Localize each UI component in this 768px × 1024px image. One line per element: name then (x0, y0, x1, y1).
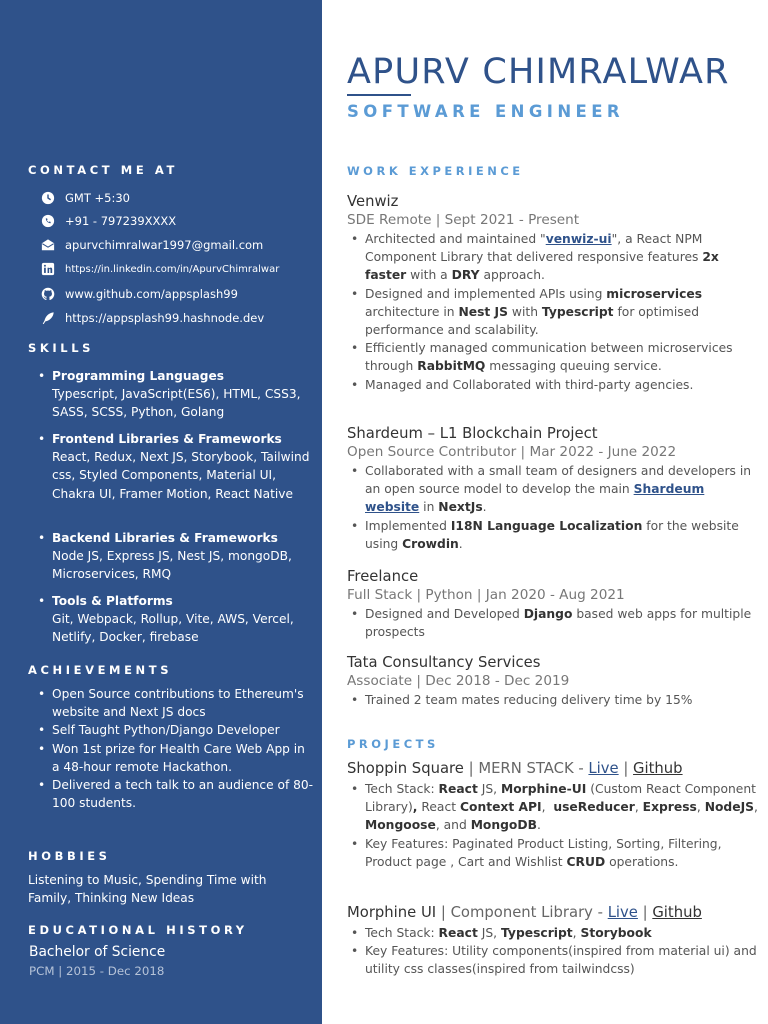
list-item: • Trained 2 team mates reducing delivery time by 15% (351, 693, 693, 707)
job-entry (347, 653, 762, 709)
list-item: • Collaborated with a small team of designers and developers in an open source model to develop the main Shardeum website in NextJs. (351, 464, 752, 515)
skills-section-title: SKILLS (28, 341, 95, 355)
clock-icon (40, 190, 56, 206)
project-bullets (347, 924, 762, 979)
job-subtitle: SDE Remote | Sept 2021 - Present (347, 212, 580, 228)
main-content (322, 0, 768, 1024)
job-bullets (347, 230, 762, 394)
contact-timezone (40, 190, 130, 206)
education-degree: Bachelor of Science (29, 944, 166, 960)
contact-timezone-text: GMT +5:30 (65, 191, 130, 205)
person-name: APURV CHIMRALWAR (347, 52, 730, 92)
job-company: Tata Consultancy Services (347, 654, 541, 671)
job-entry (347, 192, 762, 394)
contact-phone[interactable] (40, 213, 176, 229)
list-item: • Key Features: Utility components(inspired from material ui) and utility css classes(inspired from tailwindcss) (351, 944, 757, 977)
sidebar (0, 0, 322, 1024)
contact-email[interactable] (40, 237, 263, 253)
contact-blog[interactable] (40, 310, 264, 326)
skill-text: React, Redux, Next JS, Storybook, Tailwind css, Styled Components, Material UI, Chakra UI, Framer Motion, React Native (52, 450, 310, 501)
job-bullets (347, 605, 762, 641)
job-company: Venwiz (347, 193, 399, 210)
list-item: • Key Features: Paginated Product Listing, Sorting, Filtering, Product page , Cart and Wishlist CRUD operations. (351, 836, 722, 869)
list-item: • Architected and maintained "venwiz-ui", a React NPM Component Library that delivered responsive features 2x faster with a DRY approach. (351, 232, 719, 283)
list-item: • Implemented I18N Language Localization for the website using Crowdin. (351, 518, 739, 551)
job-company: Shardeum – L1 Blockchain Project (347, 425, 598, 442)
name-underline (347, 94, 411, 96)
job-subtitle: Open Source Contributor | Mar 2022 - June 2022 (347, 444, 677, 460)
inline-link[interactable]: Shardeum website (365, 482, 705, 515)
list-item: • Designed and implemented APIs using microservices architecture in Nest JS with Typescript for optimised performance and scalability. (351, 286, 703, 338)
skill-text: Git, Webpack, Rollup, Vite, AWS, Vercel, Netlify, Docker, firebase (52, 612, 294, 645)
hobbies-section-title: HOBBIES (28, 849, 111, 863)
projects-section-title: PROJECTS (347, 737, 439, 751)
github-icon (40, 286, 56, 302)
skill-text: Node JS, Express JS, Nest JS, mongoDB, Microservices, RMQ (52, 549, 292, 582)
linkedin-icon (40, 261, 56, 277)
list-item: • Designed and Developed Django based web apps for multiple prospects (351, 607, 752, 640)
list-item: • Managed and Collaborated with third-party agencies. (351, 377, 694, 392)
job-entry (347, 567, 762, 641)
list-item: • Self Taught Python/Django Developer (38, 723, 280, 738)
list-item: • Delivered a tech talk to an audience of 80-100 students. (38, 778, 314, 811)
project-entry (347, 903, 762, 979)
education-section-title: EDUCATIONAL HISTORY (28, 923, 248, 937)
github-link[interactable]: Github (652, 904, 702, 921)
live-link[interactable]: Live (607, 904, 638, 921)
hobbies-text: Listening to Music, Spending Time with Family, Thinking New Ideas (28, 873, 267, 906)
contact-blog-text: https://appsplash99.hashnode.dev (65, 311, 265, 325)
list-item: • Open Source contributions to Ethereum's website and Next JS docs (38, 687, 304, 720)
job-bullets (347, 462, 762, 553)
project-title: Morphine UI | Component Library - Live | Github (347, 904, 702, 921)
education-detail: PCM | 2015 - Dec 2018 (29, 964, 165, 978)
list-item: • Won 1st prize for Health Care Web App in a 48-hour remote Hackathon. (38, 741, 305, 774)
contact-section-title: CONTACT ME AT (28, 163, 178, 177)
project-entry (347, 759, 762, 871)
skill-item: • Backend Libraries & Frameworks Node JS, Express JS, Nest JS, mongoDB, Microservices, RMQ (38, 529, 314, 584)
skill-item: • Frontend Libraries & Frameworks React, Redux, Next JS, Storybook, Tailwind css, Styled Components, Material UI, Chakra UI, Framer Motion, React Native (38, 430, 314, 503)
contact-linkedin[interactable] (40, 261, 279, 277)
inline-link[interactable]: venwiz-ui (545, 232, 612, 246)
job-entry (347, 424, 762, 553)
project-name: Morphine UI (347, 904, 437, 921)
skill-item: • Tools & Platforms Git, Webpack, Rollup, Vite, AWS, Vercel, Netlify, Docker, firebase (38, 592, 314, 647)
job-bullets (347, 691, 762, 709)
job-role: SOFTWARE ENGINEER (347, 102, 625, 121)
skill-name: Backend Libraries & Frameworks (52, 531, 278, 545)
envelope-icon (40, 237, 56, 253)
contact-linkedin-text: https://in.linkedin.com/in/ApurvChimralwar (65, 263, 280, 275)
skill-name: Frontend Libraries & Frameworks (52, 432, 282, 446)
project-name: Shoppin Square (347, 760, 464, 777)
list-item: • Tech Stack: React JS, Morphine-UI (Custom React Component Library), React Context API, useReducer, Express, NodeJS, Mongoose, and MongoDB. (351, 782, 758, 833)
project-bullets (347, 780, 762, 871)
feather-icon (40, 310, 56, 326)
contact-github-text: www.github.com/appsplash99 (65, 287, 238, 301)
whatsapp-icon (40, 213, 56, 229)
job-subtitle: Associate | Dec 2018 - Dec 2019 (347, 673, 570, 689)
work-section-title: WORK EXPERIENCE (347, 164, 524, 178)
contact-github[interactable] (40, 286, 238, 302)
github-link[interactable]: Github (633, 760, 683, 777)
live-link[interactable]: Live (588, 760, 619, 777)
project-stack: Component Library (450, 904, 593, 921)
list-item: • Efficiently managed communication between microservices through RabbitMQ messaging queuing service. (351, 341, 733, 374)
skill-item: • Programming Languages Typescript, JavaScript(ES6), HTML, CSS3, SASS, SCSS, Python, Golang (38, 367, 314, 422)
achievements-section-title: ACHIEVEMENTS (28, 663, 173, 677)
project-stack: MERN STACK (478, 760, 574, 777)
skill-name: Tools & Platforms (52, 594, 173, 608)
skill-name: Programming Languages (52, 369, 225, 383)
contact-phone-text: +91 - 797239XXXX (65, 214, 177, 228)
project-title: Shoppin Square | MERN STACK - Live | Github (347, 760, 683, 777)
skill-text: Typescript, JavaScript(ES6), HTML, CSS3, SASS, SCSS, Python, Golang (52, 387, 301, 420)
job-subtitle: Full Stack | Python | Jan 2020 - Aug 2021 (347, 587, 625, 603)
list-item: • Tech Stack: React JS, Typescript, Storybook (351, 926, 652, 940)
contact-email-text: apurvchimralwar1997@gmail.com (65, 238, 264, 252)
achievements-list (38, 685, 314, 812)
job-company: Freelance (347, 568, 419, 585)
